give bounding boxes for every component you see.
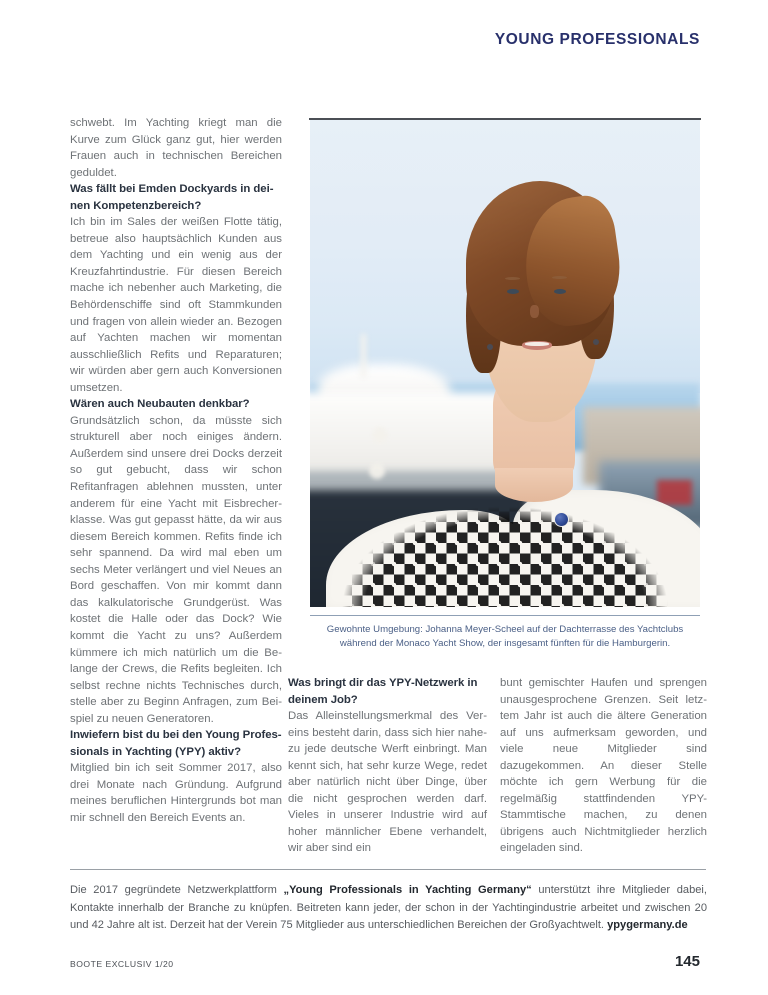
article-column-middle — [288, 675, 487, 857]
article-paragraph: Das Alleinstellungsmerkmal des Vereins besteht darin, dass sich hier nahezu jede deutsche Werft einbringt. Man kennt sich, hat sehr kurze Wege, redet aber natürlich nicht über Dinge, über die nicht gesprochen werden darf. Vieles in unserer Industrie wird auf hoher männlicher Ebene verhandelt, wir aber sind ein — [288, 710, 487, 855]
interview-question: Inwiefern bist du bei den Young Professionals in Yachting (YPY) aktiv? — [70, 729, 282, 758]
info-box-rule — [70, 869, 706, 870]
publication-folio: BOOTE EXCLUSIV 1/20 — [70, 959, 174, 969]
article-column-left — [70, 115, 282, 827]
earring-right-icon — [593, 339, 599, 345]
photo-scene — [310, 120, 700, 607]
info-website-link[interactable]: ypygermany.de — [607, 919, 688, 932]
info-text-part2: unterstützt ihre Mitglieder dabei, Kontakte innerhalb der Branche zu knüpfen. Beitreten kann jeder, der schon in der Yachtingindustrie arbeitet und zwischen 20 und 42 Jahre alt ist. Derzeit hat der Verein 75 Mitglieder aus unterschiedlichen Bereichen der Großyachtwelt. — [70, 884, 707, 932]
running-head: YOUNG PROFESSIONALS — [494, 31, 700, 48]
info-box — [70, 882, 707, 935]
interview-question: Wären auch Neubauten denkbar? — [70, 398, 250, 411]
info-org-name: „Young Professionals in Yachting Germany“ — [283, 884, 532, 896]
info-text-part1: Die 2017 gegründete Netzwerkplattform — [70, 884, 284, 896]
garment-pattern-dots — [310, 480, 700, 607]
lapel-pin-icon — [554, 512, 569, 527]
interview-question: Was bringt dir das YPY-Netzwerk in deinem Job? — [288, 677, 478, 706]
figure-caption: Gewohnte Umgebung: Johanna Meyer-Scheel auf der Dachterrasse des Yachtclubs während der Monaco Yacht Show, der insgesamt fünften für die Hamburgerin. — [326, 624, 684, 649]
figure-bottom-rule — [310, 615, 700, 616]
eyebrow-left-shape — [505, 277, 520, 280]
article-paragraph: Mitglied bin ich seit Sommer 2017, also drei Monate nach Gründung. Aufgrund meines beruflichen Hintergrunds bot man mir schnell den Bereich Events an. — [70, 762, 282, 824]
article-column-right — [500, 675, 707, 857]
nose-shape — [530, 305, 539, 318]
page-number: 145 — [674, 953, 700, 970]
porthole-shape — [369, 463, 385, 479]
article-paragraph: bunt gemischter Haufen und sprengen unausgesprochene Grenzen. Seit letztem Jahr ist auch die ältere Generation auf uns aufmerksam geworden, und viele neue Mitglieder sind dazugekommen. An dieser Stelle möchte ich gern Werbung für die regelmäßig stattfindenden YPY-Stammtische machen, zu denen übrigens auch Nichtmitglieder herzlich eingeladen sind. — [500, 677, 707, 855]
article-paragraph: schwebt. Im Yachting kriegt man die Kurve zum Glück ganz gut, hier werden Frauen auch in technischen Bereichen geduldet. — [70, 117, 282, 179]
eye-left-shape — [507, 289, 519, 294]
eye-right-shape — [554, 289, 566, 294]
portrait-photo — [310, 120, 700, 607]
interview-question: Was fällt bei Emden Dockyards in deinen Kompetenzbereich? — [70, 183, 274, 212]
article-paragraph: Ich bin im Sales der weißen Flotte tätig, betreue also hauptsächlich Kunden aus dem Yachting und ein wenig aus der Kreuzfahrtindustrie. Für diesen Bereich mache ich nebenher auch Marketing, die Behördenschiffe sind oft Stammkunden und fragen von allein wieder an. Bezogen auf Yachten machen wir momentan ausschließlich Refits und Reparaturen; wir würden aber gern auch Konversionen umsetzen. — [70, 216, 282, 394]
article-figure — [310, 118, 700, 651]
teeth-shape — [525, 342, 549, 346]
article-paragraph: Grundsätzlich schon, da müsste sich strukturell aber noch einiges ändern. Außerdem sind unsere drei Docks derzeit so gut gebucht, dass wir schon Refitanfragen ablehnen mussten, unter anderem für eine Yacht mit Eisbrecherklasse. Was gut gepasst hätte, da wir aus diesem Bereich kommen. Refits finde ich sehr spannend. Da wird mal eben um sechs Meter verlängert und viel Neues an Bord geschaffen. Von mir kommt dann das kalkulatorische Grundgerüst. Was kostet die Halle oder das Dock? Wie kommt die Yacht zu uns? Außerdem kümmere ich mich natürlich um die Belange der Crews, die Refits begleiten. Ich selbst rechne nichts Technisches durch, stelle aber zu Beginn Anfragen, zum Beispiel zu neuen Generatoren. — [70, 414, 282, 725]
yacht-mast-shape — [361, 334, 366, 378]
